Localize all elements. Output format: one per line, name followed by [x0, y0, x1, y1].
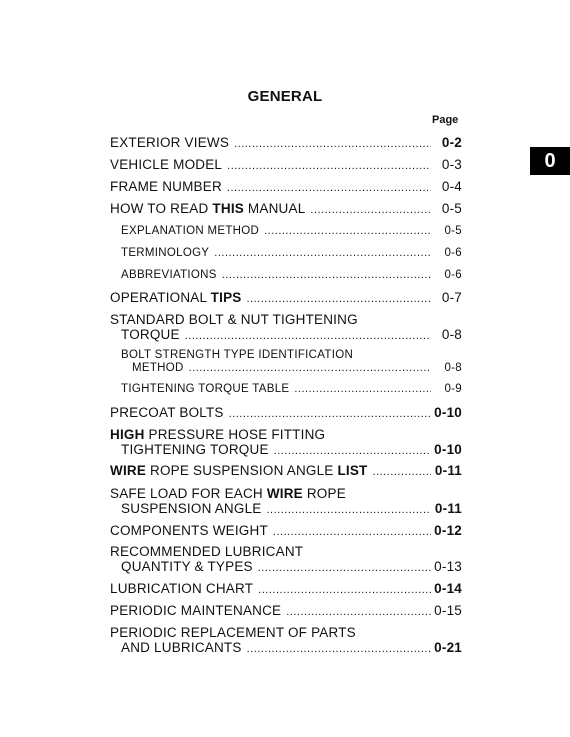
toc-entry-label: BOLT STRENGTH TYPE IDENTIFICATION [121, 349, 354, 361]
toc-page-number: 0-3 [441, 157, 462, 172]
dot-leader [185, 329, 431, 344]
toc-subentry-bolt-strength[interactable] [110, 349, 462, 375]
toc-page-number: 0-9 [444, 383, 462, 395]
page-title: GENERAL [247, 88, 323, 105]
toc-entry-wire-rope-angle-list[interactable] [110, 463, 462, 480]
toc-entry-standard-bolt-nut-torque[interactable] [110, 312, 462, 344]
toc-page-number: 0-8 [444, 362, 462, 374]
toc-entry-label: LUBRICATION CHART [110, 581, 254, 596]
toc-entry-label-continued: AND LUBRICANTS [121, 640, 242, 655]
toc-entry-label: SAFE LOAD FOR EACH WIRE ROPE [110, 486, 346, 501]
toc-entry-periodic-maintenance[interactable] [110, 603, 462, 620]
dot-leader [294, 383, 431, 396]
dot-leader [229, 407, 431, 422]
dot-leader [247, 642, 431, 657]
toc-page-number: 0-12 [434, 523, 462, 538]
toc-entry-frame-number[interactable] [110, 179, 462, 196]
dot-leader [189, 362, 431, 375]
toc-page-number: 0-11 [434, 501, 462, 516]
dot-leader [214, 247, 431, 260]
toc-page-number: 0-13 [434, 559, 462, 574]
dot-leader [310, 203, 431, 218]
toc-entry-label: ABBREVIATIONS [121, 269, 217, 281]
dot-leader [227, 159, 431, 174]
toc-page-number: 0-11 [434, 463, 462, 478]
toc-entry-label: WIRE ROPE SUSPENSION ANGLE LIST [110, 463, 368, 478]
dot-leader [222, 269, 431, 282]
table-of-contents [110, 0, 462, 737]
toc-page-number: 0-21 [434, 640, 462, 655]
toc-subentry-tightening-torque-table[interactable] [110, 383, 462, 396]
dot-leader [227, 181, 431, 196]
toc-entry-label: EXPLANATION METHOD [121, 225, 260, 237]
toc-entry-label: FRAME NUMBER [110, 179, 222, 194]
toc-entry-label-continued: TORQUE [121, 327, 180, 342]
toc-entry-label: TERMINOLOGY [121, 247, 210, 259]
toc-entry-components-weight[interactable] [110, 523, 462, 540]
toc-page-number: 0-6 [444, 269, 462, 281]
toc-entry-label-continued: TIGHTENING TORQUE [121, 442, 269, 457]
toc-entry-label: HIGH PRESSURE HOSE FITTING [110, 427, 326, 442]
dot-leader [264, 225, 431, 238]
toc-subentry-terminology[interactable] [110, 247, 462, 260]
toc-page-number: 0-4 [441, 179, 462, 194]
toc-page-number: 0-14 [434, 581, 462, 596]
toc-entry-label: EXTERIOR VIEWS [110, 135, 230, 150]
toc-page-number: 0-5 [444, 225, 462, 237]
toc-entry-exterior-views[interactable] [110, 135, 462, 152]
toc-entry-precoat-bolts[interactable] [110, 405, 462, 422]
toc-subentry-explanation-method[interactable] [110, 225, 462, 238]
toc-entry-label-continued: QUANTITY & TYPES [121, 559, 253, 574]
dot-leader [258, 583, 431, 598]
toc-entry-label: OPERATIONAL TIPS [110, 290, 242, 305]
toc-entry-periodic-replacement[interactable] [110, 625, 462, 657]
toc-entry-label: PERIODIC MAINTENANCE [110, 603, 282, 618]
dot-leader [267, 503, 432, 518]
toc-entry-operational-tips[interactable] [110, 290, 462, 307]
toc-page-number: 0-10 [434, 405, 462, 420]
dot-leader [274, 444, 431, 459]
dot-leader [273, 525, 431, 540]
toc-entry-safe-load-wire-rope[interactable] [110, 486, 462, 518]
toc-page-number: 0-15 [434, 603, 462, 618]
toc-entry-recommended-lubricant[interactable] [110, 544, 462, 576]
section-tab: 0 [530, 147, 570, 175]
toc-page-number: 0-2 [441, 135, 462, 150]
toc-entry-label-continued: SUSPENSION ANGLE [121, 501, 262, 516]
toc-entry-label-continued: METHOD [132, 362, 184, 374]
toc-entry-label: HOW TO READ THIS MANUAL [110, 201, 306, 216]
toc-page-number: 0-10 [434, 442, 462, 457]
toc-entry-label: VEHICLE MODEL [110, 157, 223, 172]
toc-page-number: 0-5 [441, 201, 462, 216]
dot-leader [234, 137, 431, 152]
dot-leader [286, 605, 431, 620]
dot-leader [373, 465, 431, 480]
page-column-label: Page [432, 114, 459, 126]
toc-page-number: 0-8 [441, 327, 462, 342]
toc-entry-high-pressure-hose[interactable] [110, 427, 462, 459]
toc-entry-label: STANDARD BOLT & NUT TIGHTENING [110, 312, 358, 327]
toc-entry-lubrication-chart[interactable] [110, 581, 462, 598]
toc-subentry-abbreviations[interactable] [110, 269, 462, 282]
dot-leader [246, 292, 431, 307]
toc-entry-label: RECOMMENDED LUBRICANT [110, 544, 304, 559]
toc-page-number: 0-6 [444, 247, 462, 259]
toc-entry-label: PERIODIC REPLACEMENT OF PARTS [110, 625, 356, 640]
toc-entry-label: PRECOAT BOLTS [110, 405, 224, 420]
toc-entry-label: COMPONENTS WEIGHT [110, 523, 268, 538]
toc-entry-how-to-read[interactable] [110, 201, 462, 218]
toc-entry-vehicle-model[interactable] [110, 157, 462, 174]
toc-entry-label: TIGHTENING TORQUE TABLE [121, 383, 290, 395]
toc-page-number: 0-7 [441, 290, 462, 305]
dot-leader [258, 561, 431, 576]
